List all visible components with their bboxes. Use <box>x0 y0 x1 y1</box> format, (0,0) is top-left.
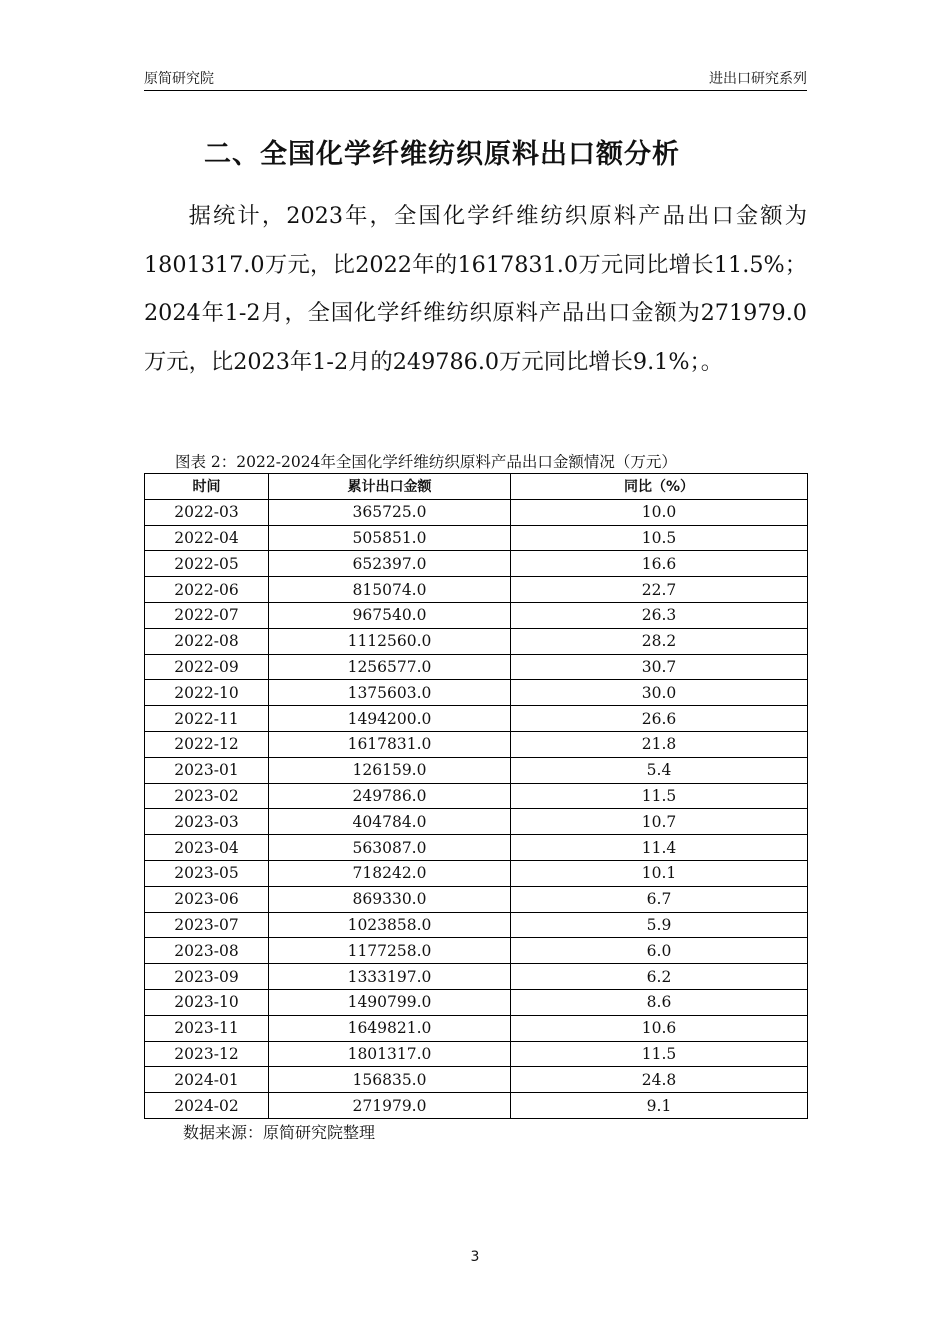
cell-yoy: 10.7 <box>511 809 808 835</box>
table-row <box>145 835 808 861</box>
cell-export-amount: 1494200.0 <box>269 706 511 732</box>
cell-export-amount: 1801317.0 <box>269 1041 511 1067</box>
cell-export-amount: 1490799.0 <box>269 989 511 1015</box>
table-row <box>145 1041 808 1067</box>
cell-export-amount: 1177258.0 <box>269 938 511 964</box>
cell-yoy: 9.1 <box>511 1093 808 1119</box>
cell-yoy: 28.2 <box>511 628 808 654</box>
cell-yoy: 6.2 <box>511 964 808 990</box>
cell-export-amount: 249786.0 <box>269 783 511 809</box>
cell-time: 2022-08 <box>145 628 269 654</box>
cell-yoy: 21.8 <box>511 731 808 757</box>
page-header <box>144 66 807 91</box>
table-row <box>145 680 808 706</box>
cell-time: 2022-11 <box>145 706 269 732</box>
cell-yoy: 11.5 <box>511 783 808 809</box>
cell-time: 2023-02 <box>145 783 269 809</box>
cell-yoy: 24.8 <box>511 1067 808 1093</box>
column-header-time: 时间 <box>145 474 269 500</box>
cell-yoy: 22.7 <box>511 577 808 603</box>
table-row <box>145 938 808 964</box>
cell-yoy: 10.0 <box>511 499 808 525</box>
export-data-table <box>144 473 808 1119</box>
page-number: 3 <box>470 1249 480 1265</box>
cell-export-amount: 1256577.0 <box>269 654 511 680</box>
cell-time: 2022-09 <box>145 654 269 680</box>
cell-time: 2022-07 <box>145 602 269 628</box>
cell-yoy: 8.6 <box>511 989 808 1015</box>
table-row <box>145 860 808 886</box>
cell-export-amount: 1023858.0 <box>269 912 511 938</box>
cell-yoy: 6.7 <box>511 886 808 912</box>
table-row <box>145 989 808 1015</box>
cell-time: 2023-04 <box>145 835 269 861</box>
table-row <box>145 731 808 757</box>
cell-export-amount: 1112560.0 <box>269 628 511 654</box>
cell-export-amount: 1617831.0 <box>269 731 511 757</box>
table-row <box>145 1093 808 1119</box>
table-header-row <box>145 474 808 500</box>
cell-time: 2023-08 <box>145 938 269 964</box>
cell-time: 2023-11 <box>145 1015 269 1041</box>
table-row <box>145 964 808 990</box>
table-row <box>145 1015 808 1041</box>
cell-time: 2023-09 <box>145 964 269 990</box>
cell-yoy: 5.4 <box>511 757 808 783</box>
table-row <box>145 886 808 912</box>
table-body <box>145 499 808 1118</box>
cell-export-amount: 815074.0 <box>269 577 511 603</box>
cell-time: 2022-03 <box>145 499 269 525</box>
cell-export-amount: 404784.0 <box>269 809 511 835</box>
cell-yoy: 10.6 <box>511 1015 808 1041</box>
cell-time: 2024-02 <box>145 1093 269 1119</box>
cell-time: 2024-01 <box>145 1067 269 1093</box>
cell-export-amount: 271979.0 <box>269 1093 511 1119</box>
cell-yoy: 30.7 <box>511 654 808 680</box>
table-row <box>145 654 808 680</box>
cell-time: 2023-07 <box>145 912 269 938</box>
cell-time: 2023-01 <box>145 757 269 783</box>
cell-export-amount: 505851.0 <box>269 525 511 551</box>
cell-yoy: 16.6 <box>511 551 808 577</box>
cell-yoy: 10.1 <box>511 860 808 886</box>
cell-yoy: 6.0 <box>511 938 808 964</box>
column-header-export-amount: 累计出口金额 <box>269 474 511 500</box>
cell-yoy: 5.9 <box>511 912 808 938</box>
cell-yoy: 30.0 <box>511 680 808 706</box>
table-row <box>145 525 808 551</box>
cell-time: 2022-04 <box>145 525 269 551</box>
cell-export-amount: 652397.0 <box>269 551 511 577</box>
cell-yoy: 11.5 <box>511 1041 808 1067</box>
table-row <box>145 1067 808 1093</box>
cell-time: 2023-03 <box>145 809 269 835</box>
cell-export-amount: 563087.0 <box>269 835 511 861</box>
cell-time: 2023-06 <box>145 886 269 912</box>
table-row <box>145 551 808 577</box>
table-row <box>145 783 808 809</box>
table-caption: 图表 2：2022-2024年全国化学纤维纺织原料产品出口金额情况（万元） <box>175 453 677 471</box>
cell-yoy: 10.5 <box>511 525 808 551</box>
cell-export-amount: 156835.0 <box>269 1067 511 1093</box>
table-row <box>145 628 808 654</box>
cell-export-amount: 869330.0 <box>269 886 511 912</box>
header-org-name: 原简研究院 <box>144 71 214 87</box>
cell-export-amount: 967540.0 <box>269 602 511 628</box>
table-row <box>145 809 808 835</box>
table-row <box>145 706 808 732</box>
cell-export-amount: 365725.0 <box>269 499 511 525</box>
cell-time: 2022-05 <box>145 551 269 577</box>
table-row <box>145 577 808 603</box>
table-row <box>145 757 808 783</box>
column-header-yoy: 同比（%） <box>511 474 808 500</box>
cell-yoy: 26.3 <box>511 602 808 628</box>
cell-export-amount: 1649821.0 <box>269 1015 511 1041</box>
body-paragraph: 据统计，2023年，全国化学纤维纺织原料产品出口金额为1801317.0万元，比2022年的1617831.0万元同比增长11.5%；2024年1-2月，全国化学纤维纺织原料产品出口金额为271979.0万元，比2023年1-2月的249786.0万元同比增长9.1%；。 <box>144 203 807 375</box>
cell-yoy: 26.6 <box>511 706 808 732</box>
cell-yoy: 11.4 <box>511 835 808 861</box>
cell-time: 2023-10 <box>145 989 269 1015</box>
section-heading: 二、全国化学纤维纺织原料出口额分析 <box>204 139 680 170</box>
table-row <box>145 602 808 628</box>
table-row <box>145 912 808 938</box>
data-source-note: 数据来源：原简研究院整理 <box>183 1123 376 1142</box>
cell-time: 2022-06 <box>145 577 269 603</box>
cell-time: 2022-12 <box>145 731 269 757</box>
cell-time: 2022-10 <box>145 680 269 706</box>
table-row <box>145 499 808 525</box>
cell-export-amount: 1333197.0 <box>269 964 511 990</box>
cell-time: 2023-12 <box>145 1041 269 1067</box>
cell-time: 2023-05 <box>145 860 269 886</box>
cell-export-amount: 1375603.0 <box>269 680 511 706</box>
header-series-name: 进出口研究系列 <box>709 71 807 87</box>
cell-export-amount: 718242.0 <box>269 860 511 886</box>
cell-export-amount: 126159.0 <box>269 757 511 783</box>
